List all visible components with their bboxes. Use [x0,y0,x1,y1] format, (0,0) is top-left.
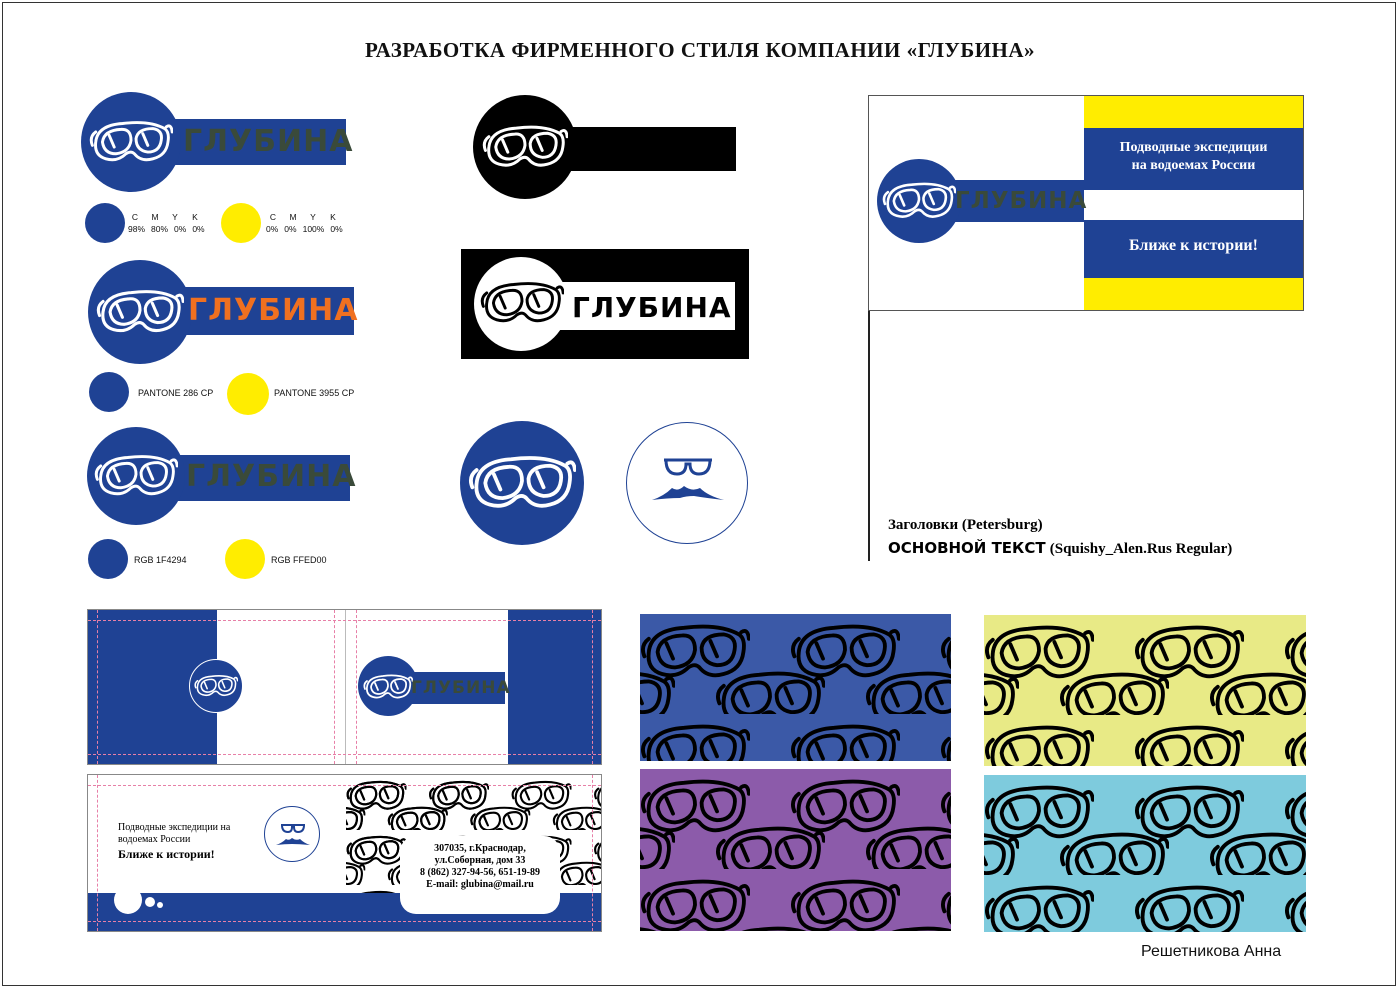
swatch-blue [89,372,129,412]
logo-wordmark: ГЛУБИНА [955,188,1088,214]
sunglasses-icon [650,452,726,508]
goggles-icon [94,448,178,504]
card-tagline: Подводные экспедиции на водоемах России [118,822,231,845]
swatch-yellow [225,539,265,579]
wave-icon [652,486,724,500]
pattern-lightblue [984,775,1306,932]
cmyk-blue: C M Y K 98% 80% 0% 0% [128,212,205,234]
goggles-icon [89,114,173,170]
logo-wordmark: ГЛУБИНА [411,678,511,698]
author-name: Решетникова Анна [1141,943,1282,960]
pattern-purple [640,769,951,931]
flag-pole [868,311,870,561]
card-slogan: Ближе к истории! [118,847,215,861]
swatch-blue [88,539,128,579]
flag-slogan: Ближе к истории! [1129,237,1258,254]
page-title: РАЗРАБОТКА ФИРМЕННОГО СТИЛЯ КОМПАНИИ «ГЛУБИНА» [364,38,1036,62]
card-contacts: 307035, г.Краснодар, ул.Соборная, дом 33 8 (862) 327-94-56, 651-19-89 E-mail: glubina@mail.ru [420,843,540,890]
sunglasses-icon [275,821,311,849]
swatch-yellow [221,203,261,243]
pantone-blue-label: PANTONE 286 CP [138,388,214,398]
pantone-yellow-label: PANTONE 3955 CP [274,388,355,398]
goggles-icon [482,118,568,176]
logo-wordmark: ГЛУБИНА [572,291,732,324]
goggles-icon [96,283,184,341]
rgb-blue-label: RGB 1F4294 [134,555,187,565]
logo-wordmark: ГЛУБИНА [188,293,359,328]
fonts-headings-note: Заголовки (Petersburg) [888,517,1043,533]
goggles-icon [480,275,564,331]
goggles-icon [468,448,576,518]
pattern-yellow [984,615,1306,766]
goggles-icon [882,177,956,225]
pattern-blue [640,614,951,761]
fonts-body-note: ОСНОВНОЙ ТЕКСТ (Squishy_Alen.Rus Regular) [888,539,1233,557]
flag-tagline: Подводные экспедиции на водоемах России [1119,140,1268,173]
logo-wordmark: ГЛУБИНА [183,124,354,159]
rgb-yellow-label: RGB FFED00 [271,555,327,565]
goggles-icon [363,671,413,703]
logo-wordmark: ГЛУБИНА [186,459,357,494]
cmyk-yellow: C M Y K 0% 0% 100% 0% [266,212,343,234]
swatch-blue [85,203,125,243]
goggles-icon [194,671,238,701]
swatch-yellow [227,373,269,415]
